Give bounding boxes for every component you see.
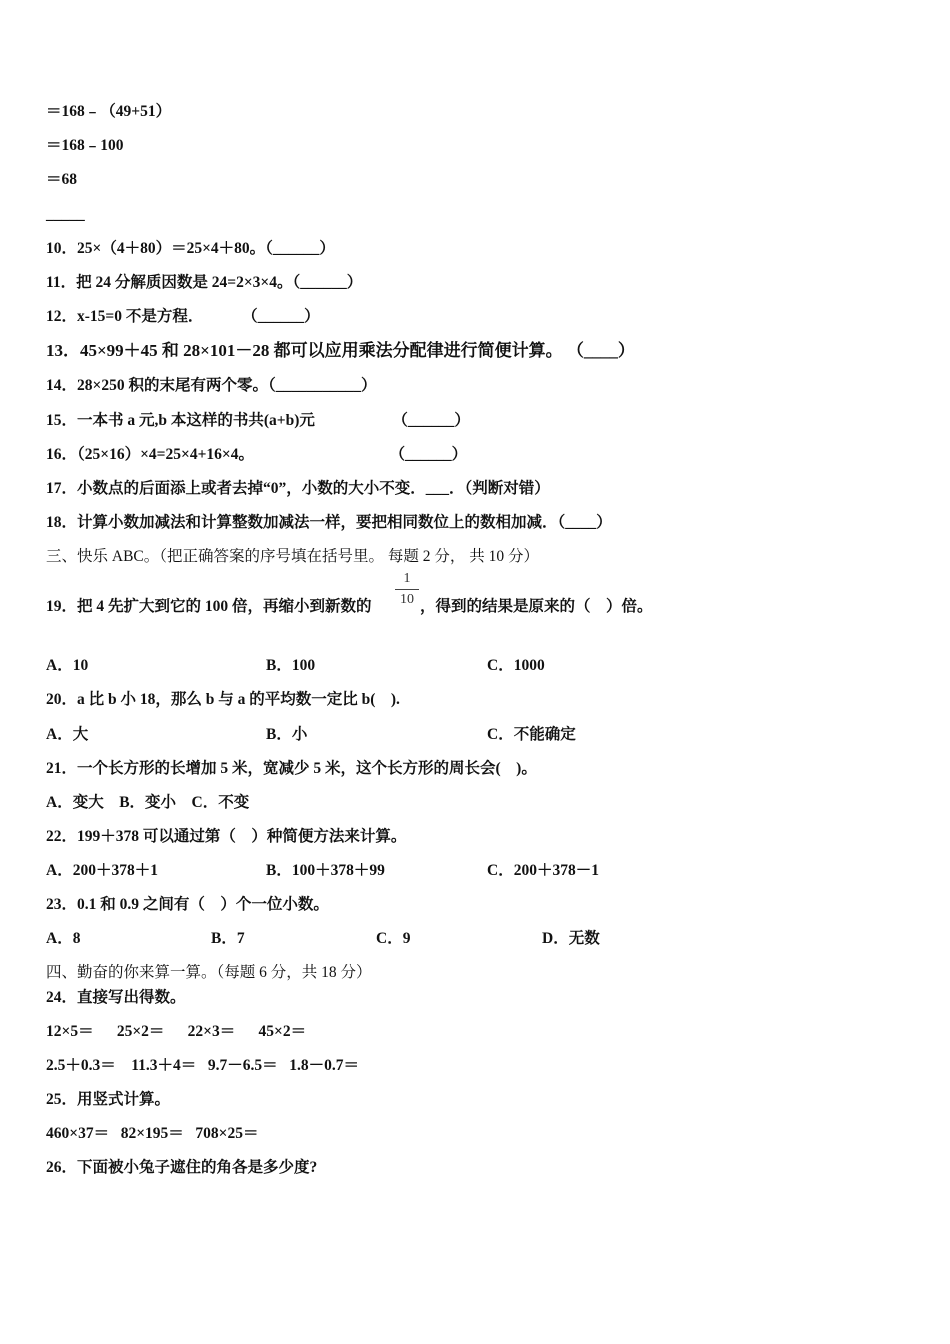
q20-option-b: B．小	[266, 726, 308, 743]
calc-line-3: ＝68	[46, 171, 78, 188]
fraction-numerator: 1	[403, 571, 411, 586]
q23-option-c: C．9	[376, 930, 411, 947]
question-10: 10．25×（4＋80）＝25×4＋80。（______）	[46, 240, 335, 257]
question-23: 23．0.1 和 0.9 之间有（ ）个一位小数。	[46, 896, 329, 913]
question-19-text-after: ，得到的结果是原来的（ ）倍。	[420, 598, 653, 615]
question-19-text-before: 19．把 4 先扩大到它的 100 倍，再缩小到新数的	[46, 598, 372, 615]
question-17: 17．小数点的后面添上或者去掉“0”，小数的大小不变．___．（判断对错）	[46, 480, 550, 497]
q19-option-a: A．10	[46, 657, 89, 674]
question-13: 13．45×99＋45 和 28×101－28 都可以应用乘法分配律进行简便计算。 （____）	[46, 341, 635, 360]
fraction-one-tenth	[395, 571, 419, 608]
q24-row-1: 12×5＝ 25×2＝ 22×3＝ 45×2＝	[46, 1023, 307, 1040]
fraction-denominator: 10	[400, 592, 414, 607]
question-11: 11．把 24 分解质因数是 24=2×3×4。（______）	[46, 274, 363, 291]
question-26: 26．下面被小兔子遮住的角各是多少度?	[46, 1159, 318, 1176]
q19-option-b: B．100	[266, 657, 316, 674]
question-12: 12．x-15=0 不是方程． （______）	[46, 308, 320, 325]
q23-option-a: A．8	[46, 930, 81, 947]
question-18: 18．计算小数加减法和计算整数加减法一样，要把相同数位上的数相加减．（____）	[46, 514, 612, 531]
q22-option-a: A．200＋378＋1	[46, 862, 158, 879]
q20-option-a: A．大	[46, 726, 89, 743]
q23-option-b: B．7	[211, 930, 245, 947]
q19-option-c: C．1000	[487, 657, 545, 674]
question-22: 22．199＋378 可以通过第（ ）种简便方法来计算。	[46, 828, 407, 845]
section-4-heading: 四、勤奋的你来算一算。（每题 6 分，共 18 分）	[46, 964, 372, 981]
calc-line-1: ＝168﹣（49+51）	[46, 103, 172, 120]
q25-row: 460×37＝ 82×195＝ 708×25＝	[46, 1125, 259, 1142]
question-15: 15．一本书 a 元,b 本这样的书共(a+b)元 （______）	[46, 412, 470, 429]
calc-line-2: ＝168﹣100	[46, 137, 124, 154]
q22-option-b: B．100＋378＋99	[266, 862, 385, 879]
question-25: 25．用竖式计算。	[46, 1091, 171, 1108]
fraction-bar	[395, 589, 419, 590]
q20-option-c: C．不能确定	[487, 726, 576, 743]
answer-blank: _____	[46, 206, 85, 223]
q23-option-d: D．无数	[542, 930, 600, 947]
section-3-heading: 三、快乐 ABC。（把正确答案的序号填在括号里。 每题 2 分， 共 10 分）	[46, 548, 539, 565]
question-24: 24．直接写出得数。	[46, 989, 186, 1006]
question-14: 14．28×250 积的末尾有两个零。（___________）	[46, 377, 377, 394]
question-16: 16．（25×16）×4=25×4+16×4。 （______）	[46, 446, 468, 463]
question-20: 20．a 比 b 小 18，那么 b 与 a 的平均数一定比 b( ).	[46, 691, 400, 708]
question-21: 21．一个长方形的长增加 5 米，宽减少 5 米，这个长方形的周长会( )。	[46, 760, 537, 777]
q21-options: A．变大 B．变小 C．不变	[46, 794, 250, 811]
q22-option-c: C．200＋378－1	[487, 862, 599, 879]
q24-row-2: 2.5＋0.3＝ 11.3＋4＝ 9.7－6.5＝ 1.8－0.7＝	[46, 1057, 360, 1074]
